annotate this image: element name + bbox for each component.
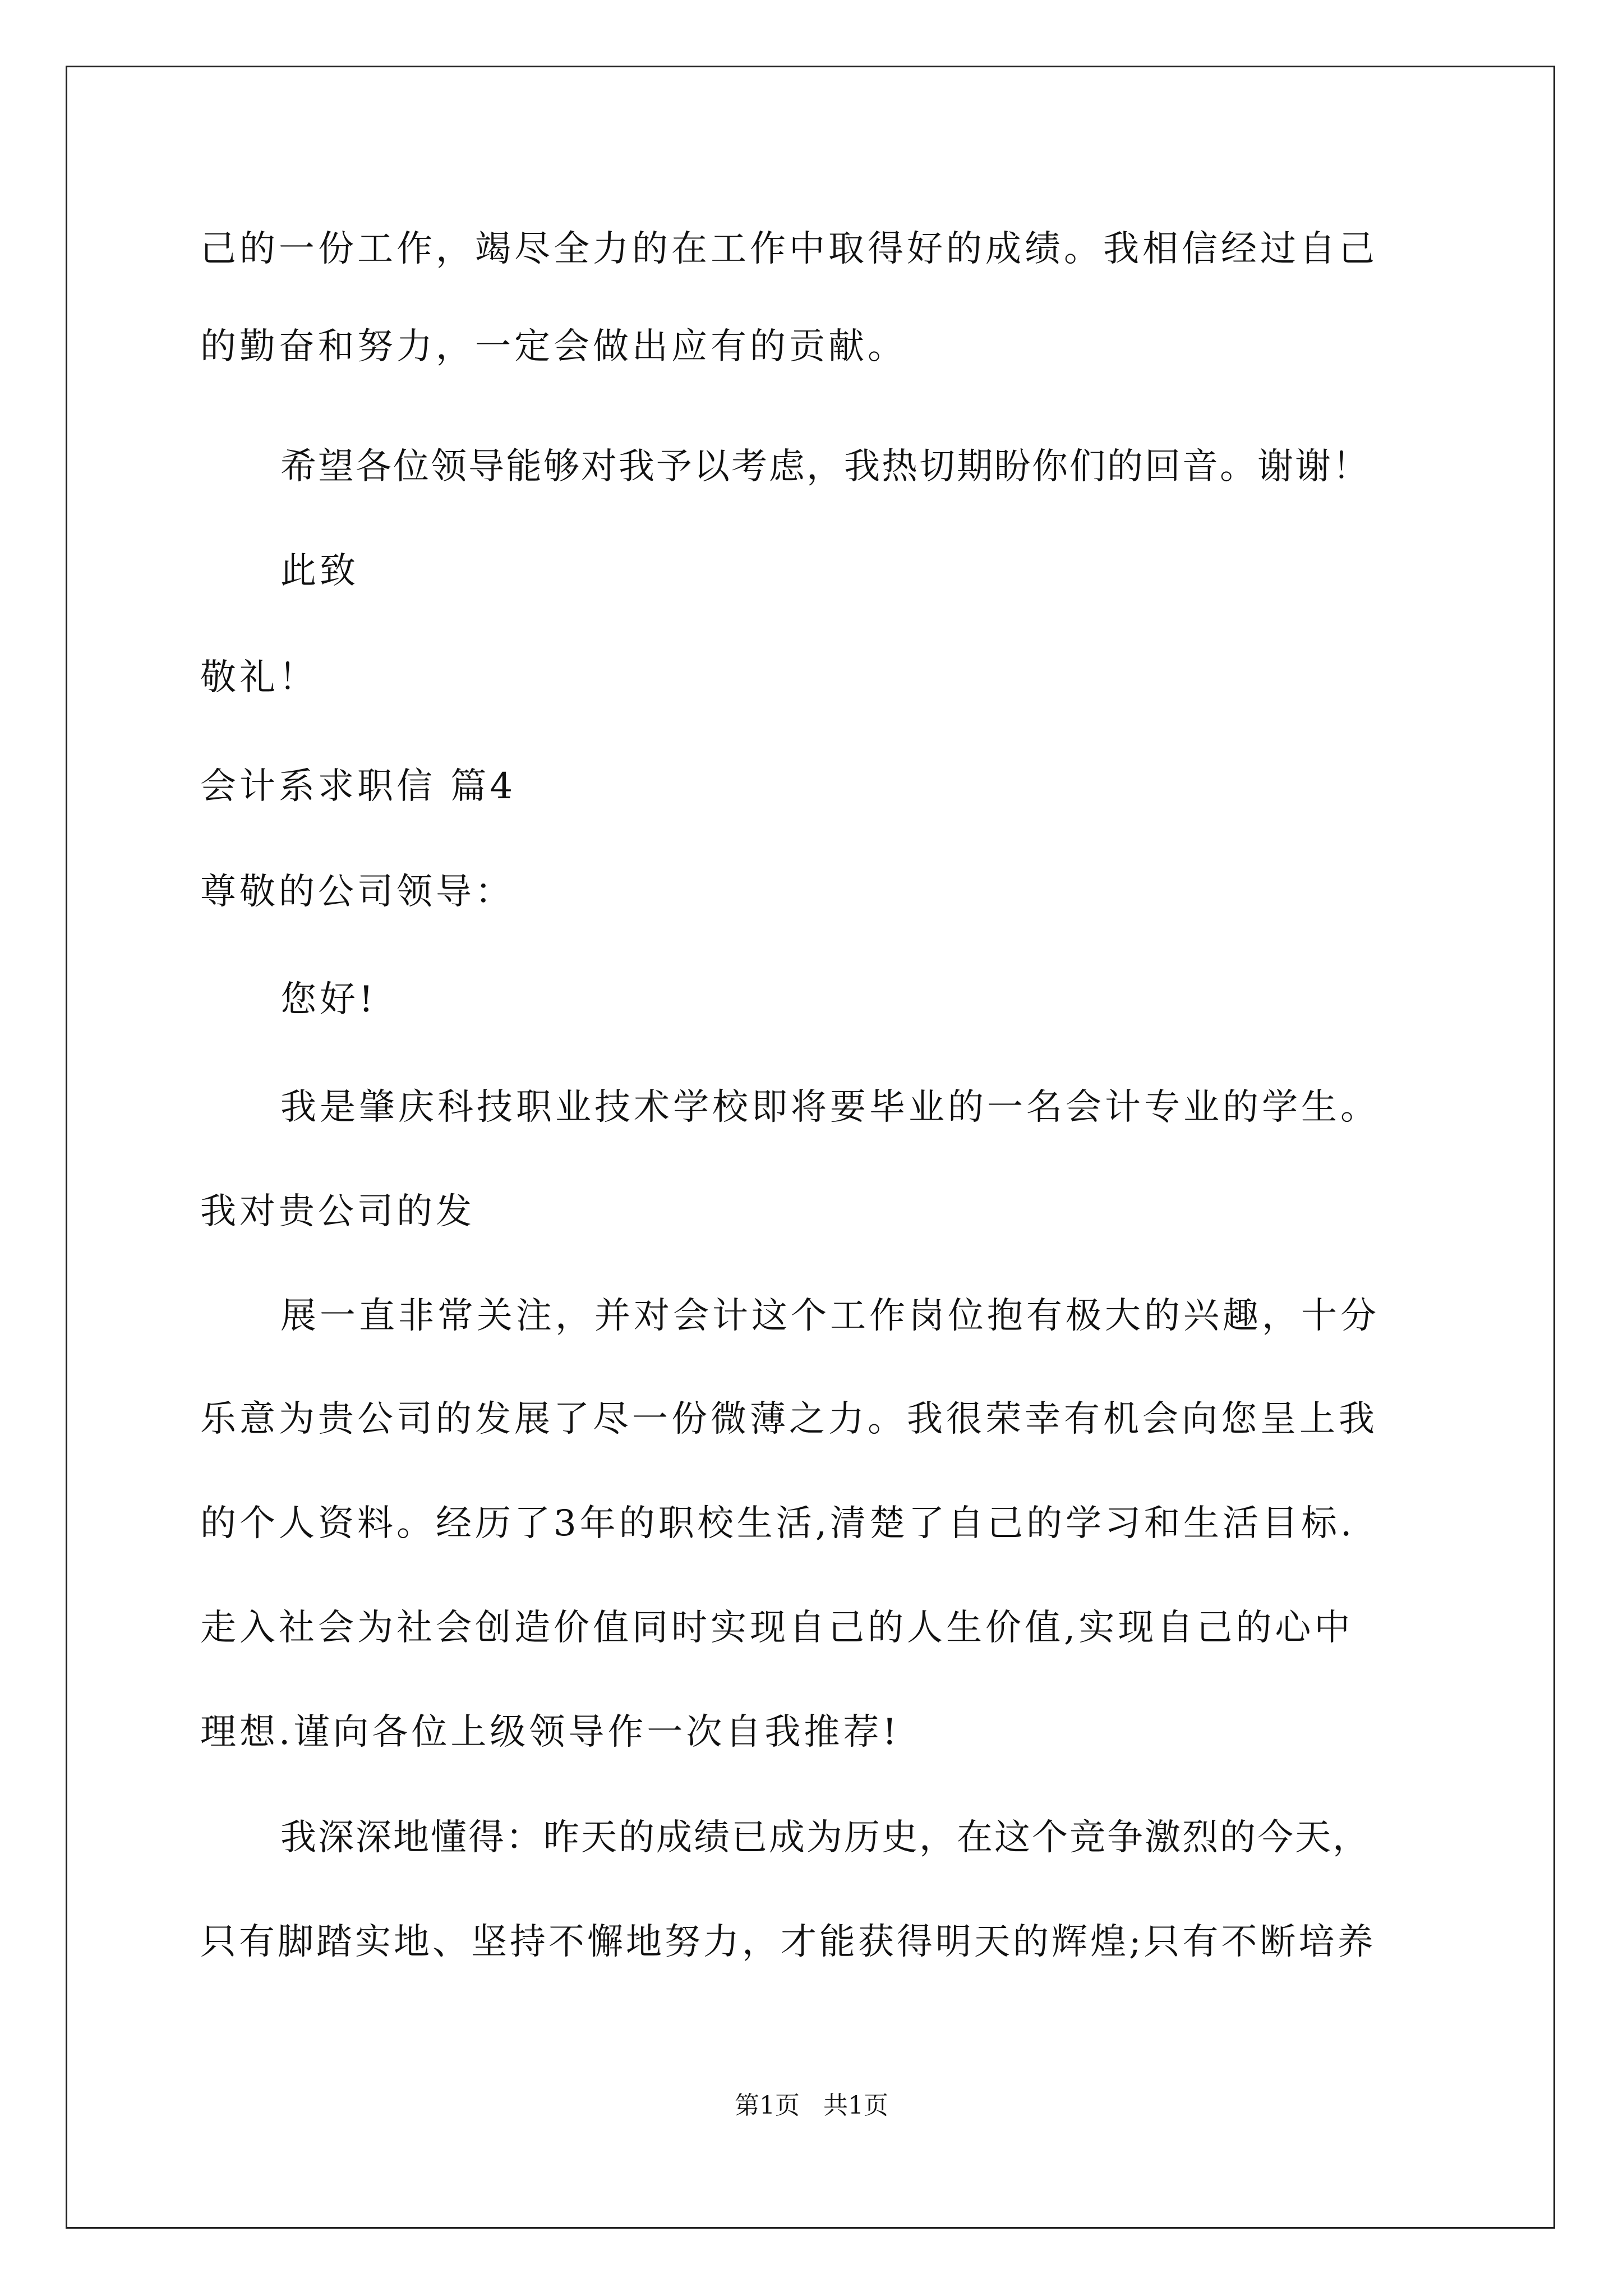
paragraph-line: 理想.谨向各位上级领导作一次自我推荐! [200,1711,901,1753]
paragraph-line: 走入社会为社会创造价值同时实现自己的人生价值,实现自己的心中 [200,1607,1354,1649]
page-footer: 第1页 共1页 [735,2091,888,2120]
paragraph-line: 的勤奋和努力，一定会做出应有的贡献。 [200,326,907,367]
letter-hello: 您好! [280,979,377,1020]
section-heading: 会计系求职信 篇4 [200,766,517,807]
letter-greeting: 尊敬的公司领导： [200,871,514,913]
paragraph-line: 我是肇庆科技职业技术学校即将要毕业的一名会计专业的学生。 [280,1087,1380,1128]
paragraph-line: 乐意为贵公司的发展了尽一份微薄之力。我很荣幸有机会向您呈上我 [200,1398,1378,1440]
paragraph-line: 己的一份工作，竭尽全力的在工作中取得好的成绩。我相信经过自己 [200,228,1378,270]
paragraph-line: 展一直非常关注，并对会计这个工作岗位抱有极大的兴趣，十分 [280,1295,1380,1337]
closing-regards: 敬礼！ [200,657,318,698]
paragraph-line: 我深深地懂得：昨天的成绩已成为历史，在这个竞争激烈的今天， [280,1817,1370,1858]
page-border [66,66,1555,2229]
paragraph-line: 只有脚踏实地、坚持不懈地努力，才能获得明天的辉煌;只有不断培养 [200,1921,1376,1963]
paragraph-line: 希望各位领导能够对我予以考虑，我热切期盼你们的回音。谢谢！ [280,446,1370,487]
paragraph-line: 我对贵公司的发 [200,1191,475,1232]
paragraph-line: 的个人资料。经历了3年的职校生活,清楚了自己的学习和生活目标. [200,1503,1355,1544]
closing-salutation: 此致 [280,550,359,592]
